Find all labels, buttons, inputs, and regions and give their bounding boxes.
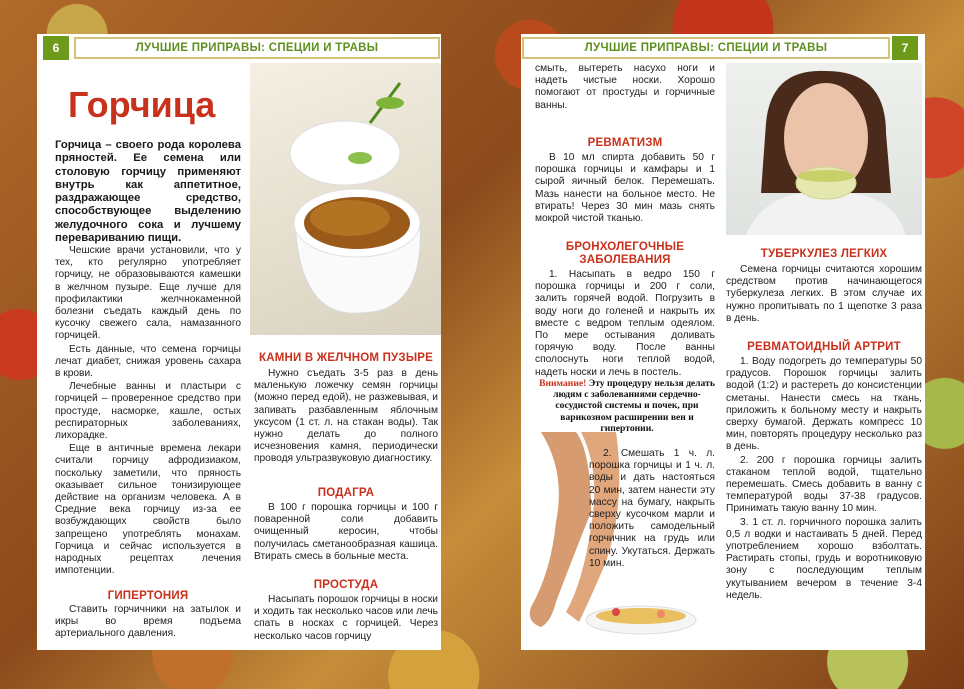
arthritis-text: 1. Воду подогреть до температуры 50 градусов. Порошок горчицы залить водой (1:2) и растереть до консистенции сметаны. Нанести смесь на ткань, приложить к больному месту и накрыть сверху бумагой. Держать компресс 10 мин, повторять процедуру несколько раз в день. 2. 200 г порошка горчицы залить стаканом теплой водой, тщательно перемешать. Смесь добавить в ванну с температурой воды 37-38 градусов. Принимать такую ванну 10 мин. 3. 1 ст. л. горчичного порошка залить 0,5 л водки и настаивать 5 дней. Перед употреблением хорошо взболтать. Растирать стопы, грудь и воротниковую зону с последующим теплым укутыванием вечером в течение 3-4 недель.: [726, 356, 922, 601]
heading-tuberculosis: ТУБЕРКУЛЕЗ ЛЕГКИХ: [760, 248, 888, 260]
heading-gout: ПОДАГРА: [317, 487, 375, 499]
lead-paragraph: Горчица – своего рода королева пряностей. Ее семена или столовую горчицу применяют внутрь как аппетитное, раздражающее средство, способствующее выделению желудочного сока и лучшему перевариванию пищи.: [55, 139, 241, 245]
rheumatism-text: В 10 мл спирта добавить 50 г порошка горчицы и камфары и 1 сырой яичный белок. Перемешать. Мазь нанести на больное место. Не втирать! Через 30 мин мазь снять мокрой чистой тканью.: [535, 152, 715, 225]
body-paragraph: Есть данные, что семена горчицы лечат диабет, снижая уровень сахара в крови.: [55, 343, 241, 380]
woman-with-tea-photo: [726, 63, 922, 235]
left-body-text: [55, 245, 241, 578]
gout-text: В 100 г порошка горчицы и 100 г поваренной соли добавить очищенный керосин, чтобы получилась сметанообразная кашица. Втирать смесь в больные места.: [254, 502, 438, 562]
heading-rheumatism: РЕВМАТИЗМ: [587, 137, 663, 149]
bronchopulmonary-text: 1. Насыпать в ведро 150 г порошка горчицы и 200 г соли, залить горячей водой. Погрузить в воду ноги до голеней и накрыть их вместе с ведром теплым одеялом. По мере остывания доливать горячую воду. После ванны сполоснуть ноги теплой водой, надеть носки и лечь в постель.: [535, 269, 715, 378]
heading-gallstones: КАМНИ В ЖЕЛЧНОМ ПУЗЫРЕ: [258, 352, 434, 364]
cold-text: Насыпать порошок горчицы в носки и ходить так несколько часов или лечь спать в носках с горчицей. Через несколько часов горчицу: [254, 594, 438, 642]
bronchopulmonary-text-2: 2. Смешать 1 ч. л. порошка горчицы и 1 ч. л. воды и дать настояться 20 мин, затем нанести эту массу на бумагу, накрыть сверху кусочком марли и положить самодельный горчичник на грудь или спину. Укутаться. Держать 10 мин.: [589, 448, 715, 569]
heading-cold: ПРОСТУДА: [313, 579, 379, 591]
hypertension-text: Ставить горчичники на затылок и икры во время подъема артериального давления.: [55, 604, 241, 640]
right-page-header: ЛУЧШИЕ ПРИПРАВЫ: СПЕЦИИ И ТРАВЫ: [522, 37, 890, 59]
article-title: Горчица: [68, 84, 216, 125]
tuberculosis-text: Семена горчицы считаются хорошим средством против начинающегося туберкулеза легких. В этом случае их нужно пропитывать по 1 щепотке 3 раза в день.: [726, 264, 922, 324]
body-paragraph: Еще в античные времена лекари считали горчицу афродизиаком, поскольку заметили, что пряность оказывает сильное тонизирующее действие на организм человека. А в Средние века горчицу из-за ее возбуждающих свойств было запрещено употреблять монахам. Горчица и сейчас используется в народных рецептах лечения импотенции.: [55, 443, 241, 577]
mustard-bowl-photo: [250, 63, 441, 335]
continuation-text: смыть, вытереть насухо ноги и надеть чистые носки. Хорошо помогают от простуды и горчичные ванны.: [535, 63, 715, 111]
heading-rheumatoid-arthritis: РЕВМАТОИДНЫЙ АРТРИТ: [747, 341, 901, 353]
warning-box: [537, 378, 717, 434]
heading-hypertension: ГИПЕРТОНИЯ: [107, 590, 189, 602]
heading-bronchopulmonary: БРОНХОЛЕГОЧНЫЕ ЗАБОЛЕВАНИЯ: [565, 241, 685, 266]
warning-label: Внимание!: [539, 378, 587, 389]
left-page-header: ЛУЧШИЕ ПРИПРАВЫ: СПЕЦИИ И ТРАВЫ: [74, 37, 440, 59]
warning-text: Эту процедуру нельзя делать людям с заболеваниями сердечно-сосудистой системы и почек, при варикозном расширении вен и гипертонии.: [553, 378, 715, 434]
body-paragraph: Лечебные ванны и пластыри с горчицей – проверенное средство при простуде, насморке, кашле, остых респираторных заболеваниях, лихорадке.: [55, 381, 241, 442]
page-number-right: 7: [892, 36, 918, 60]
page-number-left: 6: [43, 36, 69, 60]
body-paragraph: Чешские врачи установили, что у тех, кто регулярно употребляет горчицу, не образовываются камешки в желчном пузыре. Еще лучше для профилактики желчнокаменной болезни съедать каждый день по кусочку свежего сала, намазанного горчицей.: [55, 245, 241, 342]
gallstones-text: Нужно съедать 3-5 раз в день маленькую ложечку семян горчицы (можно перед едой), не разжевывая, и запивать разбавленным яблочным уксусом (1 ст. л. на стакан воды). Так нужно делать до полного исчезновения камня, периодически проводя ультразвуковую диагностику.: [254, 368, 438, 465]
